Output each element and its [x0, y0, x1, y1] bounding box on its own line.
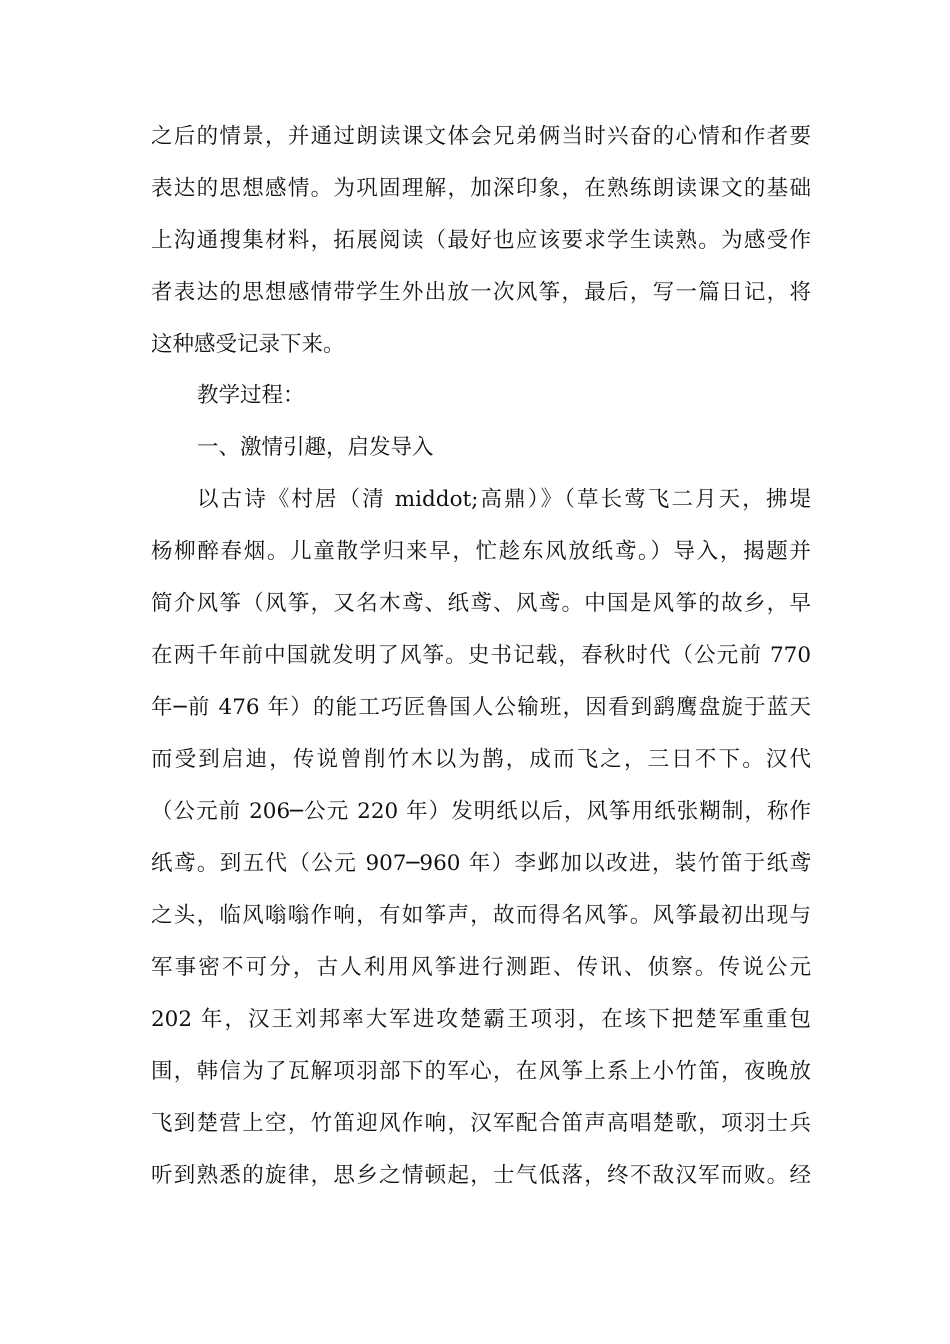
paragraph-line: 之头，临风嗡嗡作响，有如筝声，故而得名风筝。风筝最初出现与 — [151, 903, 811, 928]
paragraph-line: 而受到启迪，传说曾削竹木以为鹊，成而飞之，三日不下。汉代 — [151, 747, 811, 772]
subsection-heading: 一、激情引趣，启发导入 — [197, 435, 434, 460]
paragraph-line: 简介风筝（风筝，又名木鸢、纸鸢、风鸢。中国是风筝的故乡，早 — [151, 591, 811, 616]
paragraph-line: 军事密不可分，古人利用风筝进行测距、传讯、侦察。传说公元 — [151, 955, 811, 980]
paragraph-line: 飞到楚营上空，竹笛迎风作响，汉军配合笛声高唱楚歌，项羽士兵 — [151, 1111, 811, 1136]
paragraph-line: 上沟通搜集材料，拓展阅读（最好也应该要求学生读熟。为感受作 — [151, 228, 811, 253]
paragraph-line: 之后的情景，并通过朗读课文体会兄弟俩当时兴奋的心情和作者要 — [151, 124, 811, 149]
paragraph-line: （公元前 206─公元 220 年）发明纸以后，风筝用纸张糊制，称作 — [151, 799, 811, 824]
section-heading: 教学过程： — [197, 383, 305, 408]
paragraph-line: 者表达的思想感情带学生外出放一次风筝，最后，写一篇日记，将 — [151, 280, 811, 305]
paragraph-line: 以古诗《村居（清 middot;高鼎）》（草长莺飞二月天，拂堤 — [197, 487, 811, 512]
paragraph-line: 纸鸢。到五代（公元 907─960 年）李邺加以改进，装竹笛于纸鸢 — [151, 851, 811, 876]
paragraph-line: 在两千年前中国就发明了风筝。史书记载，春秋时代（公元前 770 — [151, 643, 811, 668]
paragraph-line: 这种感受记录下来。 — [151, 332, 345, 357]
paragraph-line: 表达的思想感情。为巩固理解，加深印象，在熟练朗读课文的基础 — [151, 176, 811, 201]
paragraph-line: 围，韩信为了瓦解项羽部下的军心，在风筝上系上小竹笛，夜晚放 — [151, 1059, 811, 1084]
paragraph-line: 年─前 476 年）的能工巧匠鲁国人公输班，因看到鹞鹰盘旋于蓝天 — [151, 695, 811, 720]
paragraph-line: 202 年，汉王刘邦率大军进攻楚霸王项羽，在垓下把楚军重重包 — [151, 1007, 811, 1032]
paragraph-line: 杨柳醉春烟。儿童散学归来早，忙趁东风放纸鸢。）导入，揭题并 — [151, 539, 811, 564]
paragraph-line: 听到熟悉的旋律，思乡之情顿起，士气低落，终不敌汉军而败。经 — [151, 1163, 811, 1188]
